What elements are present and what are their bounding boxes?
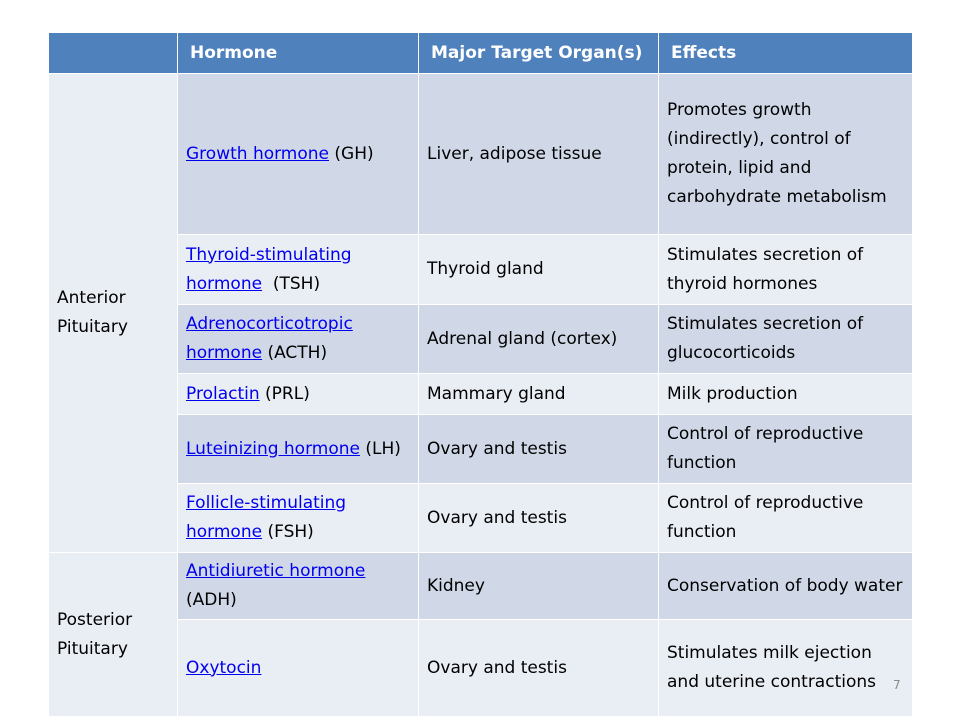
table-row [49,620,913,717]
hormone-cell [178,484,419,553]
header-region [49,33,178,74]
table-header-row [49,33,913,74]
page-number: 7 [893,678,901,692]
target-organ-cell: Ovary and testis [419,484,659,553]
table-row [49,374,913,415]
hormone-cell [178,235,419,305]
table-row [49,74,913,235]
hormone-cell [178,620,419,717]
effects-cell: Milk production [659,374,913,415]
hormone-cell [178,553,419,620]
table-row [49,553,913,620]
header-hormone: Hormone [178,33,419,74]
effects-cell: Promotes growth (indirectly), control of protein, lipid and carbohydrate metabolism [659,74,913,235]
target-organ-cell: Adrenal gland (cortex) [419,305,659,374]
hormone-cell [178,374,419,415]
effects-cell: Stimulates secretion of thyroid hormones [659,235,913,305]
effects-cell: Control of reproductive function [659,484,913,553]
hormone-abbrev: (GH) [329,143,374,164]
hormone-cell [178,415,419,484]
target-organ-cell: Ovary and testis [419,620,659,717]
target-organ-cell: Mammary gland [419,374,659,415]
hormone-link-acth[interactable]: Adrenocorticotropic hormone [186,314,353,363]
target-organ-cell: Thyroid gland [419,235,659,305]
effects-cell: Conservation of body water [659,553,913,620]
table-row [49,415,913,484]
hormone-abbrev: (FSH) [262,522,314,542]
hormone-link-lh[interactable]: Luteinizing hormone [186,438,360,459]
hormone-link-gh[interactable]: Growth hormone [186,143,329,164]
hormone-abbrev: (TSH) [262,273,321,294]
table-row [49,235,913,305]
hormone-abbrev: (ADH) [186,590,237,610]
region-posterior-pituitary: Posterior Pituitary [49,553,178,717]
header-effects: Effects [659,33,913,74]
hormone-link-tsh[interactable]: Thyroid-stimulating hormone [186,244,352,294]
header-target-organ: Major Target Organ(s) [419,33,659,74]
target-organ-cell: Ovary and testis [419,415,659,484]
region-anterior-pituitary: Anterior Pituitary [49,74,178,553]
effects-cell: Control of reproductive function [659,415,913,484]
hormone-abbrev: (ACTH) [262,343,328,363]
table-row [49,305,913,374]
hormone-cell [178,305,419,374]
effects-cell: Stimulates milk ejection and uterine contractions [659,620,913,717]
target-organ-cell: Liver, adipose tissue [419,74,659,235]
hormone-link-prl[interactable]: Prolactin [186,383,260,404]
hormone-link-fsh[interactable]: Follicle-stimulating hormone [186,493,347,542]
target-organ-cell: Kidney [419,553,659,620]
hormone-link-adh[interactable]: Antidiuretic hormone [186,561,366,581]
hormone-table [48,32,913,717]
effects-cell: Stimulates secretion of glucocorticoids [659,305,913,374]
hormone-cell [178,74,419,235]
hormone-link-oxytocin[interactable]: Oxytocin [186,657,262,678]
hormone-abbrev: (LH) [359,438,401,459]
hormone-abbrev: (PRL) [259,383,310,404]
table-row [49,484,913,553]
